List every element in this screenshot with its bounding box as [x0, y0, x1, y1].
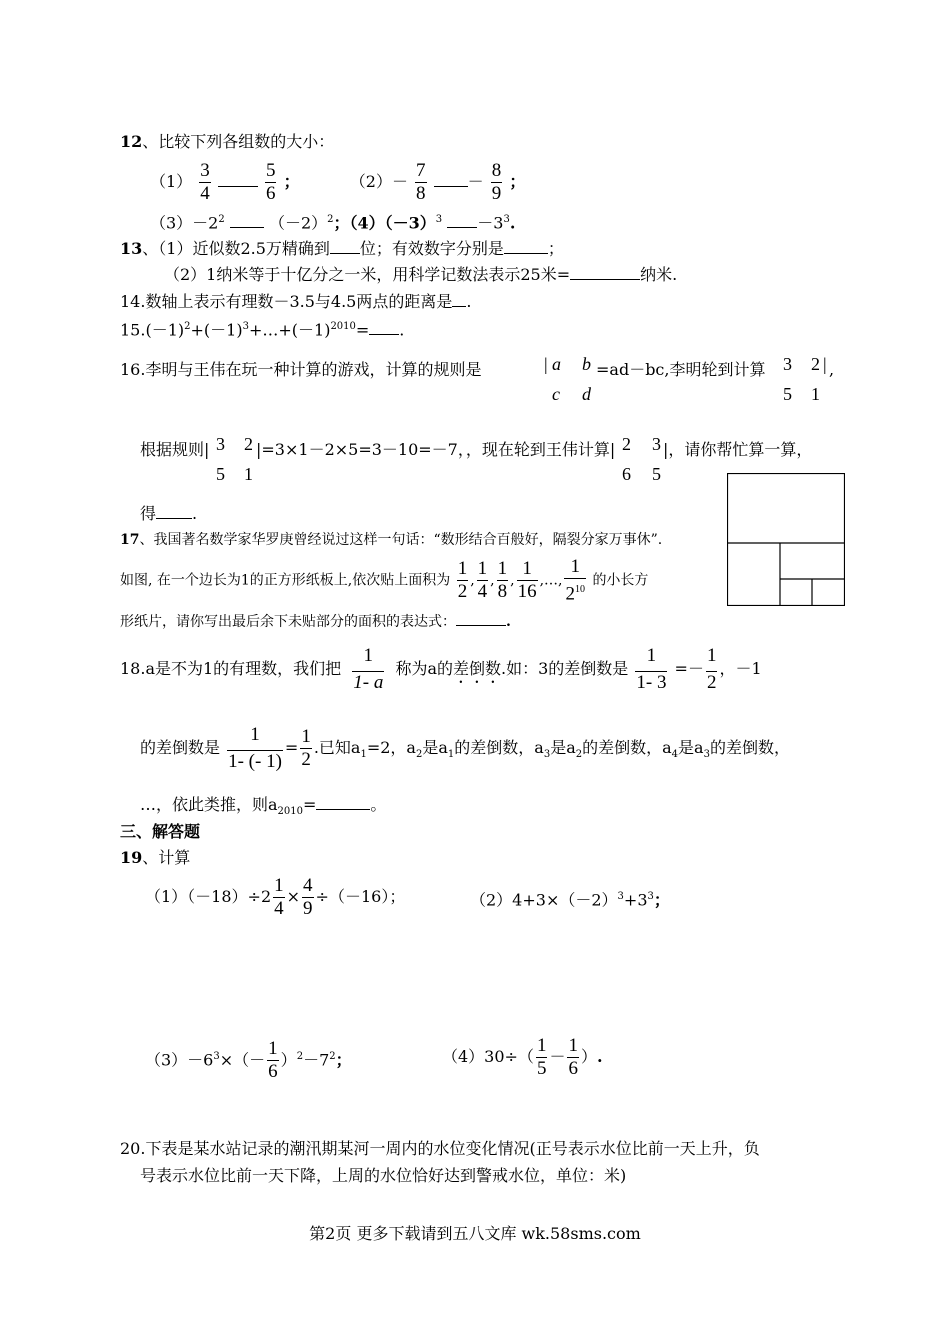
q18-text-3a: …，依此类推，则a [140, 795, 278, 814]
q18-eq2: = [284, 738, 299, 757]
q18-frac-1-1-a: $\frac{1}{1- a}$ [353, 645, 384, 693]
q16-m1-3: 1 [811, 384, 820, 404]
q12-frac-5-6: $\frac{5}{6}$ [265, 160, 276, 204]
q12-title [120, 132, 334, 152]
q15-blank[interactable] [369, 320, 399, 335]
q16-m2-1: 3 [652, 434, 661, 454]
q12-end-dot: . [509, 213, 516, 233]
q17-frac-1-16: $\frac{1}{16}$ [517, 558, 537, 603]
q12-exp-3: 3 [435, 214, 443, 225]
q18-text-1b: 称为a的 [395, 659, 453, 678]
q18-s3: 3 [543, 749, 551, 761]
q13-text-b: 位；有效数字分别是 [359, 239, 504, 258]
q13-text-2b: 纳米. [640, 265, 678, 284]
q15-e1: 2 [184, 321, 191, 332]
q12-p2-label: （2）－ [349, 172, 408, 191]
q13-blank-2[interactable] [504, 239, 548, 254]
q19-p1b: ÷（－16）； [315, 887, 406, 906]
q17-last-den: $2^{10}$ [565, 583, 585, 605]
q12-minus: － [467, 172, 484, 191]
q18-t2d: 是a [422, 738, 448, 757]
q17-dots: ,…, [539, 572, 563, 589]
q19-p2e2: 3 [647, 891, 654, 902]
q18-text-2a: 的差倒数是 [140, 738, 221, 757]
q19-number: 19 [120, 848, 143, 867]
q13-text-a: 、（1）近似数2.5万精确到 [142, 239, 330, 258]
q16-text-2c: ，请你帮忙算一算， [668, 440, 813, 459]
q13-blank-1[interactable] [330, 239, 360, 254]
q12-frac-7-8: $\frac{7}{8}$ [416, 160, 426, 204]
q16-me-3: 1 [244, 464, 253, 484]
q18-text-1d: ，－1 [719, 659, 762, 678]
q16-blank[interactable] [156, 504, 192, 519]
q19-p3b: ×（－ [219, 1050, 266, 1070]
q19-part3 [145, 1032, 352, 1085]
q18-t2c: =2，a [366, 738, 416, 757]
q18-s6: 3 [703, 749, 710, 761]
q17-text-3: 形纸片，请你写出最后余下未贴部分的面积的表达式： [120, 614, 456, 630]
q18-frac-1-2-b: $\frac{1}{2}$ [301, 726, 311, 770]
q15-e2: 3 [242, 321, 249, 332]
q14 [120, 292, 471, 312]
q18-blank[interactable] [316, 795, 370, 810]
q16-line2b [256, 440, 615, 460]
q17-blank[interactable] [456, 611, 506, 626]
q19-frac-4-9: $\frac{4}{9}$ [303, 875, 313, 919]
q19-title [120, 848, 190, 868]
q18-eq: =－ [674, 659, 704, 678]
q19-p3end: ； [335, 1050, 352, 1070]
q17-line2: 如图, 在一个边长为1的正方形纸板上,依次贴上面积为 $\frac{1}{2}$ , $\frac{1}{4}$ , $\frac{1}{8}$ , $\frac{1}{16}$ ,…, $\frac{1}{2^{10}}$ 的小长方 [120, 556, 649, 605]
q19-times: × [286, 887, 301, 906]
q16-comma: , [829, 360, 835, 379]
q14-end: . [466, 292, 472, 311]
q19-p3a: （3）－6 [145, 1050, 214, 1070]
q16-line1b [596, 360, 765, 380]
q12-part3-4 [150, 210, 515, 233]
q19-p3e2: 2 [296, 1051, 304, 1062]
q13-blank-3[interactable] [570, 265, 640, 280]
q17-square-figure [727, 473, 845, 606]
q16-text-2b: =3×1－2×5=3－10=－7，，现在轮到王伟计算 [261, 440, 610, 459]
q16-m-b: b [582, 354, 591, 374]
q12-part1-2 [150, 158, 525, 206]
q16-line1 [120, 360, 481, 380]
q13-number: 13 [120, 239, 143, 258]
q16-text-1b: =ad－bc,李明轮到计算 [596, 360, 766, 379]
q18-t2b: .已知a [313, 738, 361, 757]
q19-p3e: 3 [213, 1051, 220, 1062]
q12-exp-4: 3 [503, 214, 510, 225]
q12-p3-text-b: （－2） [268, 213, 328, 233]
q12-blank-2[interactable] [434, 172, 468, 187]
q18-frac-1-1-neg1: $\frac{1}{1- (- 1)}$ [228, 724, 282, 772]
q18-s2: 1 [447, 749, 455, 761]
q12-blank-4[interactable] [447, 213, 477, 228]
q19-p1a: （1）（－18）÷2 [145, 887, 272, 906]
q16-end: . [192, 504, 198, 523]
q12-exp-2: 2 [327, 214, 334, 225]
q14-text: 14.数轴上表示有理数－3.5与4.5两点的距离是 [120, 292, 453, 311]
q16-m2-2: 6 [622, 464, 631, 484]
q16-line2c [663, 440, 812, 460]
q15-end: . [399, 320, 405, 340]
q16-m-d: d [582, 384, 591, 404]
q19-p4b: ） [580, 1047, 597, 1066]
q15-b: +(－1) [190, 320, 243, 340]
q18-s1: 2 [415, 749, 423, 761]
q18-line2 [140, 720, 790, 783]
q12-semicolon: ； [283, 172, 300, 191]
q18-s0: 1 [360, 749, 367, 761]
q12-p1-label: （1） [150, 172, 193, 191]
q16-line3 [140, 504, 197, 524]
q16-text-3: 得 [140, 504, 157, 523]
q13-text-2a: （2）1纳米等于十亿分之一米，用科学记数法表示25米= [164, 265, 571, 284]
q18-line1 [120, 644, 762, 694]
q18-end: 。 [370, 795, 387, 814]
q16-m1-0: 3 [783, 354, 792, 374]
q16-text-2a: 根据规则 [140, 440, 205, 459]
q18-frac-1-2: $\frac{1}{2}$ [706, 645, 717, 693]
q19-p3c: ） [280, 1050, 297, 1070]
q15-d: = [355, 320, 370, 340]
q12-p4-text: ；（4）（－3） [333, 213, 436, 233]
q19-part1 [145, 872, 405, 922]
q12-title-text: 、比较下列各组数的大小： [142, 132, 335, 151]
q12-frac-3-4: $\frac{3}{4}$ [200, 160, 210, 204]
q19-part4 [442, 1032, 603, 1082]
q12-blank-1[interactable] [218, 172, 258, 187]
q16-me-0: 3 [216, 434, 225, 454]
q17-frac-1-2-10: $\frac{1}{2^{10}}$ [565, 556, 585, 605]
q12-exp-1: 2 [218, 214, 225, 225]
q17-text-2a: 如图, 在一个边长为1的正方形纸板上,依次贴上面积为 [120, 572, 451, 589]
q17-number: 17 [120, 532, 140, 548]
q19-p4a: （4）30÷（ [442, 1047, 534, 1066]
q16-bar-2: | [256, 440, 262, 459]
q15 [120, 317, 404, 340]
page-footer: 第2页 更多下载请到五八文库 wk.58sms.com [309, 1224, 641, 1243]
q17-line3 [120, 611, 511, 632]
q20-line2: 号表示水位比前一天下降，上周的水位恰好达到警戒水位，单位：米) [140, 1166, 627, 1185]
q12-semicolon-2: ； [509, 172, 526, 191]
q18-t2e: 的差倒数，a [454, 738, 544, 757]
q19-p4m: － [549, 1047, 566, 1066]
q16-m-a: a [552, 354, 561, 374]
q19-p3d: －7 [303, 1050, 330, 1070]
q18-t2g: 的差倒数，a [582, 738, 672, 757]
q12-number: 12 [120, 132, 143, 151]
q16-m1-bar: | [823, 354, 827, 374]
q19-p2c: ； [653, 890, 670, 910]
q17-end: . [506, 614, 511, 630]
q13-line1 [120, 239, 564, 259]
q19-frac-1-4: $\frac{1}{4}$ [274, 875, 284, 919]
q16-m2-0: 2 [622, 434, 631, 454]
q18-t2i: 的差倒数， [709, 738, 790, 757]
q18-text-3b: = [303, 795, 317, 814]
q15-a: 15.(－1) [120, 320, 185, 340]
q19-p2b: +3 [623, 890, 648, 910]
q16-me-1: 2 [244, 434, 253, 454]
q14-blank[interactable] [452, 292, 466, 307]
q17-frac-1-2: $\frac{1}{2}$ [457, 558, 468, 603]
q16-line1c [829, 360, 834, 380]
q17-text-1: 、我国著名数学家华罗庚曾经说过这样一句话：“数形结合百般好，隔裂分家万事休”. [139, 532, 663, 548]
q19-p2a: （2）4+3×（－2） [470, 890, 618, 910]
q16-m2-3: 5 [652, 464, 661, 484]
q18-line3 [140, 795, 386, 822]
q16-text-1a: 16.李明与王伟在玩一种计算的游戏，计算的规则是 [120, 360, 482, 379]
q19-frac-1-6-b: $\frac{1}{6}$ [568, 1035, 578, 1079]
q16-line2a [140, 440, 209, 460]
q18-t2h: 是a [678, 738, 704, 757]
q16-bar-l: | [544, 354, 548, 374]
q18-s5: 4 [671, 749, 679, 761]
q16-m1-1: 2 [811, 354, 820, 374]
q12-frac-8-9: $\frac{8}{9}$ [491, 160, 502, 204]
q12-p3-text: （3）－2 [150, 213, 219, 233]
q18-sub-2010: 2010 [277, 806, 303, 818]
q18-frac-1-1-3: $\frac{1}{1- 3}$ [636, 645, 667, 693]
q17-text-2b: 的小长方 [592, 572, 649, 589]
q19-p2e: 3 [617, 891, 624, 902]
q15-c: +…+(－1) [248, 320, 331, 340]
q19-frac-1-5: $\frac{1}{5}$ [536, 1035, 547, 1079]
q19-part2 [470, 887, 670, 910]
q16-rule-matrix [544, 354, 604, 404]
q12-blank-3[interactable] [230, 213, 264, 228]
q18-t2f: 是a [550, 738, 576, 757]
q13-text-c: ； [547, 239, 564, 258]
q17-frac-1-4: $\frac{1}{4}$ [477, 558, 488, 603]
q17-line1 [120, 530, 662, 550]
q17-frac-1-8: $\frac{1}{8}$ [497, 558, 508, 603]
q16-me-2: 5 [216, 464, 225, 484]
q16-m-c: c [552, 384, 560, 404]
q19-p3e3: 2 [329, 1051, 336, 1062]
fig-outer [728, 474, 845, 606]
q18-text-1c: .如：3的差倒数是 [501, 659, 629, 678]
q15-e3: 2010 [330, 321, 356, 332]
q19-frac-1-6: $\frac{1}{6}$ [268, 1038, 278, 1083]
q16-bar-3: | [609, 440, 616, 459]
q12-p4-minus: －3 [477, 213, 504, 233]
q16-bar-4: | [663, 440, 669, 459]
q19-title-text: 、计算 [142, 848, 191, 867]
q16-m1-2: 5 [783, 384, 792, 404]
q20-line1: 20.下表是某水站记录的潮汛期某河一周内的水位变化情况(正号表示水位比前一天上升，负 [120, 1139, 760, 1158]
q18-s4: 2 [575, 749, 583, 761]
section-3-title: 三、解答题 [120, 822, 201, 841]
q18-emph: 差倒数 [452, 659, 501, 678]
q19-p4end: . [596, 1047, 603, 1066]
q13-line2 [164, 265, 677, 285]
q18-text-1a: 18.a是不为1的有理数，我们把 [120, 659, 342, 678]
q16-bar: | [204, 440, 210, 459]
